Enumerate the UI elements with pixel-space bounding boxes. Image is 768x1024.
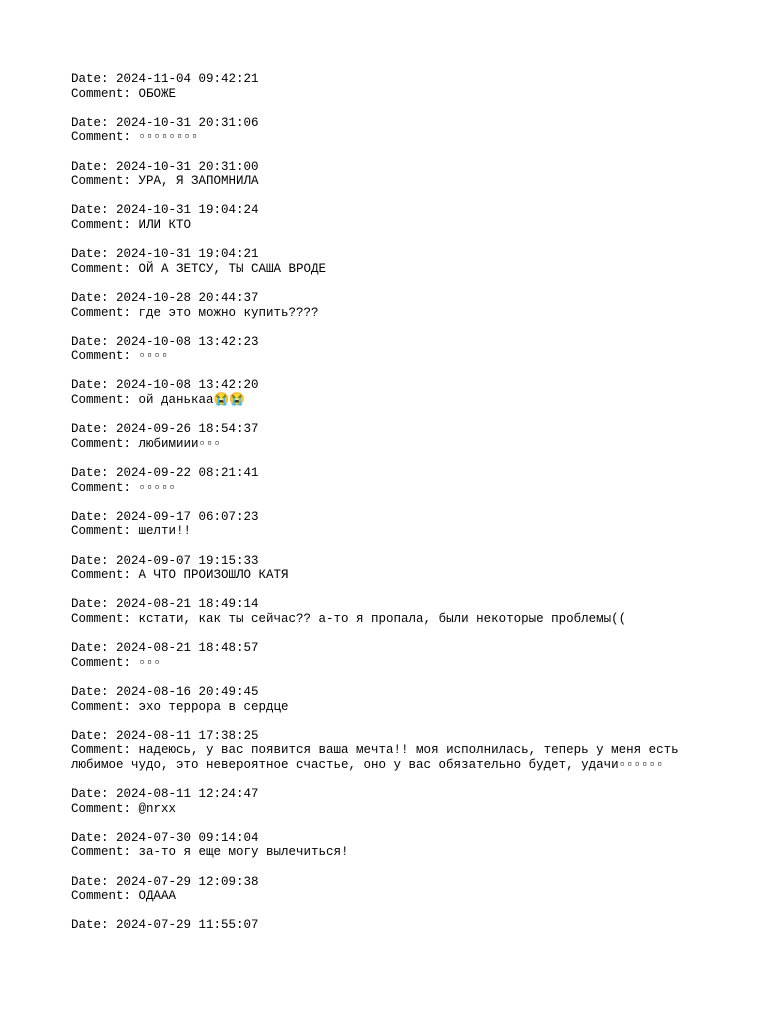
- comment-label: Comment:: [71, 86, 139, 101]
- comment-entry: [71, 378, 711, 407]
- entry-comment-line: [71, 568, 711, 583]
- comment-label: Comment:: [71, 393, 139, 408]
- date-value: 2024-10-08 13:42:23: [116, 334, 259, 349]
- entry-date-line: [71, 554, 711, 569]
- date-value: 2024-09-26 18:54:37: [116, 422, 259, 437]
- entry-date-line: [71, 378, 711, 393]
- entry-date-line: [71, 875, 711, 890]
- date-value: 2024-10-31 20:31:06: [116, 115, 259, 130]
- comment-entry: [71, 554, 711, 583]
- entry-date-line: [71, 466, 711, 481]
- comment-label: Comment:: [71, 889, 139, 904]
- entry-comment-line: [71, 349, 711, 364]
- comment-label: Comment:: [71, 174, 139, 189]
- date-label: Date:: [71, 115, 117, 130]
- entry-comment-line: [71, 656, 711, 671]
- entry-date-line: [71, 247, 711, 262]
- comment-entry: [71, 116, 711, 145]
- date-label: Date:: [71, 874, 117, 889]
- date-label: Date:: [71, 684, 117, 699]
- comment-label: Comment:: [71, 480, 139, 495]
- comment-label: Comment:: [71, 524, 139, 539]
- entry-date-line: [71, 160, 711, 175]
- comment-entry: [71, 466, 711, 495]
- entry-comment-line: [71, 87, 711, 102]
- date-value: 2024-10-08 13:42:20: [116, 378, 259, 393]
- date-value: 2024-07-29 11:55:07: [116, 918, 259, 933]
- date-label: Date:: [71, 728, 117, 743]
- comment-label: Comment:: [71, 743, 139, 758]
- date-label: Date:: [71, 247, 117, 262]
- date-value: 2024-10-28 20:44:37: [116, 290, 259, 305]
- date-label: Date:: [71, 641, 117, 656]
- comment-entry: [71, 422, 711, 451]
- date-label: Date:: [71, 290, 117, 305]
- entry-date-line: [71, 510, 711, 525]
- entry-comment-line: [71, 393, 711, 408]
- date-label: Date:: [71, 597, 117, 612]
- entry-comment-line: [71, 306, 711, 321]
- comment-label: Comment:: [71, 801, 139, 816]
- entry-comment-line: [71, 130, 711, 145]
- comment-text: любимиии▫▫▫: [138, 436, 222, 451]
- comment-text: ой данькаа😭😭: [138, 393, 245, 408]
- comment-label: Comment:: [71, 130, 139, 145]
- comment-text: кстати, как ты сейчас?? а-то я пропала, были некоторые проблемы((: [138, 611, 627, 626]
- date-value: 2024-10-31 20:31:00: [116, 159, 259, 174]
- comment-text: надеюсь, у вас появится ваша мечта!! моя исполнилась, теперь у меня есть любимое чудо, это невероятное счастье, оно у вас обязательно будет, удачи▫▫▫▫▫▫: [71, 743, 687, 772]
- comment-entry: [71, 787, 711, 816]
- date-value: 2024-09-07 19:15:33: [116, 553, 259, 568]
- comment-text: ОДААА: [138, 889, 177, 904]
- date-value: 2024-11-04 09:42:21: [116, 72, 259, 86]
- comment-label: Comment:: [71, 436, 139, 451]
- comment-text: ▫▫▫: [138, 655, 162, 670]
- entry-date-line: [71, 116, 711, 131]
- entry-date-line: [71, 422, 711, 437]
- comment-entry: [71, 831, 711, 860]
- entry-comment-line: [71, 481, 711, 496]
- date-value: 2024-07-29 12:09:38: [116, 874, 259, 889]
- date-label: Date:: [71, 918, 117, 933]
- comment-text: ▫▫▫▫▫: [138, 480, 177, 495]
- entry-date-line: [71, 685, 711, 700]
- entry-comment-line: [71, 845, 711, 860]
- comment-text: УРА, Я ЗАПОМНИЛА: [138, 174, 259, 189]
- entry-date-line: [71, 203, 711, 218]
- comment-entry: [71, 203, 711, 232]
- comment-entry: [71, 160, 711, 189]
- date-value: 2024-08-16 20:49:45: [116, 684, 259, 699]
- comment-entry: [71, 72, 711, 101]
- comment-entry: [71, 247, 711, 276]
- comment-log: [71, 72, 711, 948]
- entry-comment-line: [71, 218, 711, 233]
- comment-entry: [71, 291, 711, 320]
- entry-comment-line: [71, 437, 711, 452]
- entry-date-line: [71, 787, 711, 802]
- date-label: Date:: [71, 378, 117, 393]
- comment-text: ИЛИ КТО: [138, 217, 192, 232]
- comment-entry: [71, 641, 711, 670]
- date-value: 2024-08-21 18:48:57: [116, 641, 259, 656]
- comment-text: шелти!!: [138, 524, 192, 539]
- date-value: 2024-07-30 09:14:04: [116, 830, 259, 845]
- entry-date-line: [71, 597, 711, 612]
- entry-comment-line: [71, 700, 711, 715]
- comment-text: ОБОЖЕ: [138, 86, 177, 101]
- entry-date-line: [71, 335, 711, 350]
- comment-text: А ЧТО ПРОИЗОШЛО КАТЯ: [138, 568, 289, 583]
- comment-label: Comment:: [71, 655, 139, 670]
- comment-text: ▫▫▫▫▫▫▫▫: [138, 130, 199, 145]
- comment-entry: [71, 729, 711, 773]
- entry-comment-line: [71, 802, 711, 817]
- entry-comment-line: [71, 524, 711, 539]
- comment-label: Comment:: [71, 349, 139, 364]
- date-label: Date:: [71, 466, 117, 481]
- date-label: Date:: [71, 72, 117, 86]
- date-label: Date:: [71, 787, 117, 802]
- entry-date-line: [71, 918, 711, 933]
- comment-text: эхо террора в сердце: [138, 699, 289, 714]
- comment-label: Comment:: [71, 217, 139, 232]
- comment-text: где это можно купить????: [138, 305, 319, 320]
- comment-label: Comment:: [71, 261, 139, 276]
- date-label: Date:: [71, 159, 117, 174]
- comment-label: Comment:: [71, 611, 139, 626]
- date-value: 2024-10-31 19:04:21: [116, 247, 259, 262]
- entry-comment-line: [71, 889, 711, 904]
- date-label: Date:: [71, 509, 117, 524]
- comment-label: Comment:: [71, 305, 139, 320]
- comment-text: за-то я еще могу вылечиться!: [138, 845, 349, 860]
- date-value: 2024-09-17 06:07:23: [116, 509, 259, 524]
- date-label: Date:: [71, 422, 117, 437]
- comment-label: Comment:: [71, 845, 139, 860]
- date-label: Date:: [71, 203, 117, 218]
- entry-date-line: [71, 641, 711, 656]
- comment-entry: [71, 875, 711, 904]
- date-value: 2024-08-11 17:38:25: [116, 728, 259, 743]
- comment-text: ▫▫▫▫: [138, 349, 169, 364]
- comment-entry: [71, 685, 711, 714]
- date-value: 2024-09-22 08:21:41: [116, 466, 259, 481]
- date-value: 2024-10-31 19:04:24: [116, 203, 259, 218]
- comment-entry: [71, 597, 711, 626]
- entry-date-line: [71, 831, 711, 846]
- comment-entry: [71, 918, 711, 933]
- comment-text: @nrxx: [138, 801, 177, 816]
- comment-entry: [71, 510, 711, 539]
- comment-label: Comment:: [71, 699, 139, 714]
- date-value: 2024-08-11 12:24:47: [116, 787, 259, 802]
- entry-comment-line: [71, 262, 711, 277]
- date-label: Date:: [71, 830, 117, 845]
- entry-date-line: [71, 72, 711, 87]
- comment-text: ОЙ А ЗЕТСУ, ТЫ САША ВРОДЕ: [138, 261, 327, 276]
- date-value: 2024-08-21 18:49:14: [116, 597, 259, 612]
- comment-entry: [71, 335, 711, 364]
- date-label: Date:: [71, 553, 117, 568]
- date-label: Date:: [71, 334, 117, 349]
- entry-date-line: [71, 291, 711, 306]
- entry-comment-line: [71, 612, 711, 627]
- comment-label: Comment:: [71, 568, 139, 583]
- entry-comment-line: [71, 174, 711, 189]
- entry-date-line: [71, 729, 711, 744]
- entry-comment-line: [71, 743, 711, 772]
